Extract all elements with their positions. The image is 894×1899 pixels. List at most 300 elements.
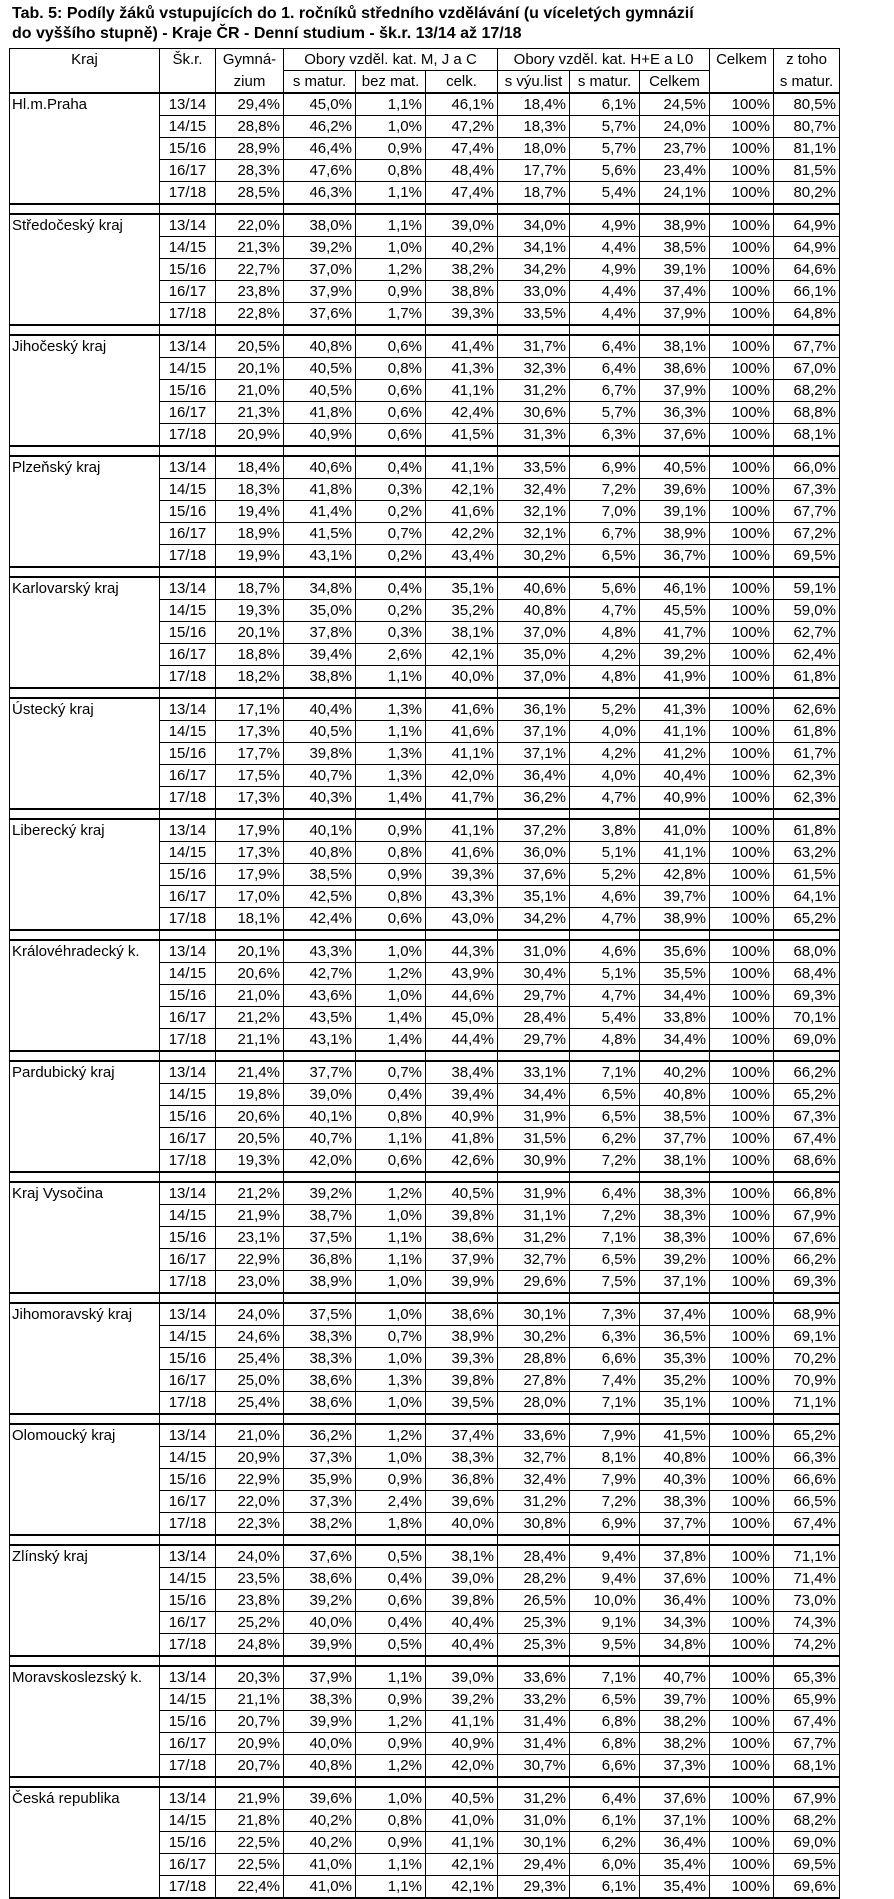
gap-cell: [498, 325, 570, 335]
value-cell: 28,9%: [216, 138, 284, 160]
value-cell: 5,2%: [570, 864, 640, 886]
table-row: [10, 523, 840, 545]
value-cell: 43,0%: [426, 908, 498, 931]
region-name-blank: [10, 237, 160, 259]
region-name: Jihočeský kraj: [10, 335, 160, 358]
region-name: Jihomoravský kraj: [10, 1303, 160, 1326]
value-cell: 21,9%: [216, 1205, 284, 1227]
value-cell: 20,3%: [216, 1666, 284, 1689]
gap-cell: [284, 1414, 356, 1424]
value-cell: 38,6%: [284, 1568, 356, 1590]
gap-cell: [570, 1414, 640, 1424]
value-cell: 38,3%: [284, 1348, 356, 1370]
value-cell: 0,9%: [356, 1733, 426, 1755]
value-cell: 38,2%: [284, 1513, 356, 1536]
value-cell: 37,9%: [426, 1249, 498, 1271]
gap-cell: [774, 930, 840, 940]
school-year-cell: 17/18: [160, 1392, 216, 1415]
region-gap: [10, 930, 840, 940]
value-cell: 1,1%: [356, 1854, 426, 1876]
gap-cell: [570, 567, 640, 577]
region-name-blank: [10, 644, 160, 666]
value-cell: 38,6%: [284, 1392, 356, 1415]
value-cell: 31,7%: [498, 335, 570, 358]
value-cell: 23,1%: [216, 1227, 284, 1249]
table-row: [10, 1689, 840, 1711]
header-bez-mat: bez mat.: [356, 71, 426, 94]
value-cell: 21,3%: [216, 237, 284, 259]
school-year-cell: 13/14: [160, 1061, 216, 1084]
table-row: [10, 1545, 840, 1568]
region-name: Liberecký kraj: [10, 819, 160, 842]
value-cell: 68,1%: [774, 1755, 840, 1778]
value-cell: 34,4%: [640, 985, 710, 1007]
gap-cell: [160, 325, 216, 335]
value-cell: 4,7%: [570, 908, 640, 931]
value-cell: 100%: [710, 1513, 774, 1536]
value-cell: 35,6%: [640, 940, 710, 963]
value-cell: 1,0%: [356, 237, 426, 259]
gap-cell: [498, 446, 570, 456]
value-cell: 1,0%: [356, 1205, 426, 1227]
value-cell: 9,4%: [570, 1545, 640, 1568]
value-cell: 0,6%: [356, 402, 426, 424]
value-cell: 69,5%: [774, 545, 840, 568]
value-cell: 7,1%: [570, 1227, 640, 1249]
value-cell: 36,2%: [284, 1424, 356, 1447]
gap-cell: [216, 688, 284, 698]
value-cell: 40,8%: [284, 335, 356, 358]
value-cell: 67,6%: [774, 1227, 840, 1249]
value-cell: 40,2%: [640, 1061, 710, 1084]
table-row: [10, 1106, 840, 1128]
value-cell: 100%: [710, 402, 774, 424]
table-row: [10, 1810, 840, 1832]
value-cell: 46,3%: [284, 182, 356, 205]
value-cell: 4,7%: [570, 985, 640, 1007]
table-row: [10, 1424, 840, 1447]
value-cell: 9,5%: [570, 1634, 640, 1657]
header-s-matur-he: s matur.: [570, 71, 640, 94]
table-row: [10, 138, 840, 160]
gap-cell: [426, 1293, 498, 1303]
value-cell: 42,4%: [284, 908, 356, 931]
gap-cell: [426, 688, 498, 698]
value-cell: 39,2%: [284, 237, 356, 259]
value-cell: 65,2%: [774, 1084, 840, 1106]
region-name-blank: [10, 864, 160, 886]
value-cell: 17,3%: [216, 842, 284, 864]
value-cell: 41,7%: [426, 787, 498, 810]
value-cell: 39,7%: [640, 886, 710, 908]
value-cell: 68,4%: [774, 963, 840, 985]
value-cell: 20,9%: [216, 424, 284, 447]
value-cell: 6,7%: [570, 523, 640, 545]
region-name-blank: [10, 1590, 160, 1612]
school-year-cell: 17/18: [160, 424, 216, 447]
region-name-blank: [10, 479, 160, 501]
gap-cell: [570, 930, 640, 940]
value-cell: 39,8%: [426, 1370, 498, 1392]
gap-cell: [774, 1293, 840, 1303]
value-cell: 0,2%: [356, 501, 426, 523]
value-cell: 34,2%: [498, 259, 570, 281]
value-cell: 36,3%: [640, 402, 710, 424]
school-year-cell: 14/15: [160, 963, 216, 985]
value-cell: 1,1%: [356, 1249, 426, 1271]
value-cell: 1,0%: [356, 1348, 426, 1370]
value-cell: 42,1%: [426, 644, 498, 666]
table-row: [10, 886, 840, 908]
value-cell: 69,5%: [774, 1854, 840, 1876]
region-name: Ústecký kraj: [10, 698, 160, 721]
value-cell: 1,1%: [356, 1227, 426, 1249]
value-cell: 42,5%: [284, 886, 356, 908]
value-cell: 1,1%: [356, 1666, 426, 1689]
gap-cell: [774, 1172, 840, 1182]
value-cell: 64,1%: [774, 886, 840, 908]
value-cell: 40,0%: [426, 1513, 498, 1536]
value-cell: 100%: [710, 721, 774, 743]
school-year-cell: 15/16: [160, 1106, 216, 1128]
value-cell: 5,7%: [570, 116, 640, 138]
value-cell: 38,1%: [426, 1545, 498, 1568]
value-cell: 66,2%: [774, 1061, 840, 1084]
value-cell: 23,5%: [216, 1568, 284, 1590]
table-row: [10, 1029, 840, 1052]
gap-cell: [710, 1777, 774, 1787]
value-cell: 30,2%: [498, 545, 570, 568]
gap-cell: [10, 809, 160, 819]
value-cell: 31,4%: [498, 1711, 570, 1733]
table-row: [10, 644, 840, 666]
header-z-toho: z toho: [774, 49, 840, 71]
value-cell: 22,8%: [216, 303, 284, 326]
value-cell: 48,4%: [426, 160, 498, 182]
table-row: [10, 622, 840, 644]
region-name: Karlovarský kraj: [10, 577, 160, 600]
value-cell: 62,3%: [774, 765, 840, 787]
value-cell: 100%: [710, 281, 774, 303]
gap-cell: [640, 930, 710, 940]
value-cell: 1,0%: [356, 1303, 426, 1326]
value-cell: 4,0%: [570, 765, 640, 787]
value-cell: 35,1%: [498, 886, 570, 908]
region-name: Hl.m.Praha: [10, 93, 160, 116]
school-year-cell: 13/14: [160, 93, 216, 116]
school-year-cell: 13/14: [160, 819, 216, 842]
value-cell: 32,1%: [498, 501, 570, 523]
value-cell: 66,6%: [774, 1469, 840, 1491]
value-cell: 18,1%: [216, 908, 284, 931]
value-cell: 70,1%: [774, 1007, 840, 1029]
gap-cell: [284, 567, 356, 577]
gap-cell: [498, 1051, 570, 1061]
value-cell: 6,2%: [570, 1128, 640, 1150]
gap-cell: [356, 567, 426, 577]
school-year-cell: 16/17: [160, 1370, 216, 1392]
value-cell: 20,9%: [216, 1447, 284, 1469]
value-cell: 1,0%: [356, 940, 426, 963]
school-year-cell: 16/17: [160, 765, 216, 787]
value-cell: 1,1%: [356, 93, 426, 116]
school-year-cell: 16/17: [160, 160, 216, 182]
table-row: [10, 1755, 840, 1778]
value-cell: 3,8%: [570, 819, 640, 842]
gap-cell: [710, 809, 774, 819]
value-cell: 37,5%: [284, 1227, 356, 1249]
value-cell: 70,9%: [774, 1370, 840, 1392]
value-cell: 41,5%: [426, 424, 498, 447]
table-row: [10, 600, 840, 622]
value-cell: 6,9%: [570, 456, 640, 479]
region-name-blank: [10, 886, 160, 908]
value-cell: 5,6%: [570, 160, 640, 182]
table-row: [10, 1568, 840, 1590]
value-cell: 7,0%: [570, 501, 640, 523]
table-row: [10, 380, 840, 402]
value-cell: 6,5%: [570, 1084, 640, 1106]
school-year-cell: 17/18: [160, 1150, 216, 1173]
value-cell: 17,3%: [216, 787, 284, 810]
value-cell: 47,4%: [426, 182, 498, 205]
value-cell: 0,4%: [356, 456, 426, 479]
value-cell: 1,3%: [356, 765, 426, 787]
value-cell: 61,8%: [774, 819, 840, 842]
header-z-toho-s-matur: s matur.: [774, 71, 840, 94]
gap-cell: [216, 1777, 284, 1787]
gap-cell: [356, 325, 426, 335]
value-cell: 21,3%: [216, 402, 284, 424]
school-year-cell: 13/14: [160, 1303, 216, 1326]
gap-cell: [498, 930, 570, 940]
value-cell: 38,3%: [426, 1447, 498, 1469]
gap-cell: [498, 1777, 570, 1787]
gap-cell: [774, 567, 840, 577]
school-year-cell: 15/16: [160, 622, 216, 644]
gap-cell: [160, 1293, 216, 1303]
gap-cell: [160, 1172, 216, 1182]
value-cell: 43,5%: [284, 1007, 356, 1029]
value-cell: 41,5%: [640, 1424, 710, 1447]
region-name-blank: [10, 1513, 160, 1536]
value-cell: 66,5%: [774, 1491, 840, 1513]
table-row: [10, 1513, 840, 1536]
gap-cell: [356, 1172, 426, 1182]
value-cell: 33,0%: [498, 281, 570, 303]
gap-cell: [710, 446, 774, 456]
gap-cell: [710, 688, 774, 698]
value-cell: 2,6%: [356, 644, 426, 666]
school-year-cell: 13/14: [160, 1787, 216, 1810]
header-kraj: Kraj: [10, 49, 160, 71]
value-cell: 4,7%: [570, 600, 640, 622]
value-cell: 34,4%: [498, 1084, 570, 1106]
school-year-cell: 13/14: [160, 1424, 216, 1447]
gap-cell: [570, 204, 640, 214]
value-cell: 0,9%: [356, 1832, 426, 1854]
value-cell: 38,4%: [426, 1061, 498, 1084]
table-row: [10, 335, 840, 358]
value-cell: 25,3%: [498, 1612, 570, 1634]
gap-cell: [570, 325, 640, 335]
table-row: [10, 93, 840, 116]
value-cell: 6,9%: [570, 1513, 640, 1536]
value-cell: 69,0%: [774, 1029, 840, 1052]
value-cell: 40,0%: [426, 666, 498, 689]
value-cell: 9,4%: [570, 1568, 640, 1590]
value-cell: 7,2%: [570, 1205, 640, 1227]
table-header: [10, 49, 840, 94]
value-cell: 40,7%: [284, 1128, 356, 1150]
value-cell: 31,2%: [498, 380, 570, 402]
table-body: [10, 93, 840, 1898]
value-cell: 21,8%: [216, 1810, 284, 1832]
value-cell: 100%: [710, 1832, 774, 1854]
school-year-cell: 17/18: [160, 666, 216, 689]
region-gap: [10, 809, 840, 819]
value-cell: 40,5%: [284, 721, 356, 743]
gap-cell: [284, 688, 356, 698]
value-cell: 21,0%: [216, 380, 284, 402]
value-cell: 41,1%: [426, 1711, 498, 1733]
gap-cell: [426, 1051, 498, 1061]
gap-cell: [570, 1051, 640, 1061]
value-cell: 47,2%: [426, 116, 498, 138]
region-name: Plzeňský kraj: [10, 456, 160, 479]
value-cell: 100%: [710, 963, 774, 985]
gap-cell: [710, 1535, 774, 1545]
value-cell: 0,3%: [356, 622, 426, 644]
school-year-cell: 17/18: [160, 303, 216, 326]
value-cell: 37,6%: [284, 1545, 356, 1568]
value-cell: 36,8%: [284, 1249, 356, 1271]
gap-cell: [774, 1535, 840, 1545]
table-row: [10, 259, 840, 281]
value-cell: 66,0%: [774, 456, 840, 479]
value-cell: 24,0%: [216, 1303, 284, 1326]
value-cell: 6,7%: [570, 380, 640, 402]
value-cell: 62,6%: [774, 698, 840, 721]
value-cell: 42,1%: [426, 1854, 498, 1876]
value-cell: 32,1%: [498, 523, 570, 545]
value-cell: 100%: [710, 479, 774, 501]
value-cell: 35,1%: [640, 1392, 710, 1415]
school-year-cell: 14/15: [160, 842, 216, 864]
value-cell: 18,3%: [216, 479, 284, 501]
value-cell: 17,9%: [216, 864, 284, 886]
value-cell: 100%: [710, 1634, 774, 1657]
table-row: [10, 1150, 840, 1173]
gap-cell: [426, 809, 498, 819]
value-cell: 34,1%: [498, 237, 570, 259]
table-row: [10, 545, 840, 568]
school-year-cell: 17/18: [160, 1876, 216, 1899]
gap-cell: [640, 1656, 710, 1666]
value-cell: 1,0%: [356, 1787, 426, 1810]
value-cell: 43,1%: [284, 1029, 356, 1052]
value-cell: 44,4%: [426, 1029, 498, 1052]
gap-cell: [640, 567, 710, 577]
value-cell: 0,6%: [356, 1150, 426, 1173]
value-cell: 38,3%: [284, 1326, 356, 1348]
region-name-blank: [10, 1392, 160, 1415]
value-cell: 44,6%: [426, 985, 498, 1007]
value-cell: 4,6%: [570, 940, 640, 963]
school-year-cell: 16/17: [160, 1491, 216, 1513]
gap-cell: [10, 1535, 160, 1545]
region-name-blank: [10, 1469, 160, 1491]
value-cell: 62,4%: [774, 644, 840, 666]
value-cell: 38,6%: [426, 1303, 498, 1326]
value-cell: 41,3%: [426, 358, 498, 380]
school-year-cell: 15/16: [160, 1469, 216, 1491]
value-cell: 67,4%: [774, 1513, 840, 1536]
value-cell: 40,4%: [640, 765, 710, 787]
value-cell: 69,3%: [774, 985, 840, 1007]
school-year-cell: 13/14: [160, 1545, 216, 1568]
gap-cell: [160, 1051, 216, 1061]
value-cell: 41,7%: [640, 622, 710, 644]
gap-cell: [216, 1656, 284, 1666]
value-cell: 67,9%: [774, 1787, 840, 1810]
region-name-blank: [10, 963, 160, 985]
value-cell: 40,7%: [284, 765, 356, 787]
table-row: [10, 456, 840, 479]
value-cell: 40,6%: [284, 456, 356, 479]
value-cell: 1,0%: [356, 1392, 426, 1415]
value-cell: 38,7%: [284, 1205, 356, 1227]
value-cell: 35,4%: [640, 1876, 710, 1899]
region-name-blank: [10, 116, 160, 138]
value-cell: 18,3%: [498, 116, 570, 138]
value-cell: 1,1%: [356, 1876, 426, 1899]
value-cell: 100%: [710, 93, 774, 116]
value-cell: 18,8%: [216, 644, 284, 666]
gap-cell: [284, 1172, 356, 1182]
value-cell: 17,1%: [216, 698, 284, 721]
value-cell: 67,4%: [774, 1128, 840, 1150]
school-year-cell: 14/15: [160, 1810, 216, 1832]
value-cell: 67,2%: [774, 523, 840, 545]
value-cell: 37,6%: [640, 1787, 710, 1810]
value-cell: 1,1%: [356, 721, 426, 743]
value-cell: 41,0%: [426, 1810, 498, 1832]
school-year-cell: 13/14: [160, 940, 216, 963]
value-cell: 6,2%: [570, 1832, 640, 1854]
gap-cell: [216, 204, 284, 214]
value-cell: 40,4%: [426, 1612, 498, 1634]
value-cell: 24,5%: [640, 93, 710, 116]
value-cell: 66,1%: [774, 281, 840, 303]
value-cell: 45,5%: [640, 600, 710, 622]
region-name: Česká republika: [10, 1787, 160, 1810]
value-cell: 100%: [710, 1249, 774, 1271]
value-cell: 22,0%: [216, 1491, 284, 1513]
value-cell: 38,9%: [640, 214, 710, 237]
gap-cell: [356, 1051, 426, 1061]
school-year-cell: 16/17: [160, 281, 216, 303]
value-cell: 18,7%: [498, 182, 570, 205]
value-cell: 30,6%: [498, 402, 570, 424]
gap-cell: [284, 325, 356, 335]
value-cell: 38,9%: [284, 1271, 356, 1294]
gap-cell: [710, 1293, 774, 1303]
table-row: [10, 1469, 840, 1491]
value-cell: 38,3%: [640, 1491, 710, 1513]
table-row: [10, 1182, 840, 1205]
value-cell: 67,7%: [774, 335, 840, 358]
